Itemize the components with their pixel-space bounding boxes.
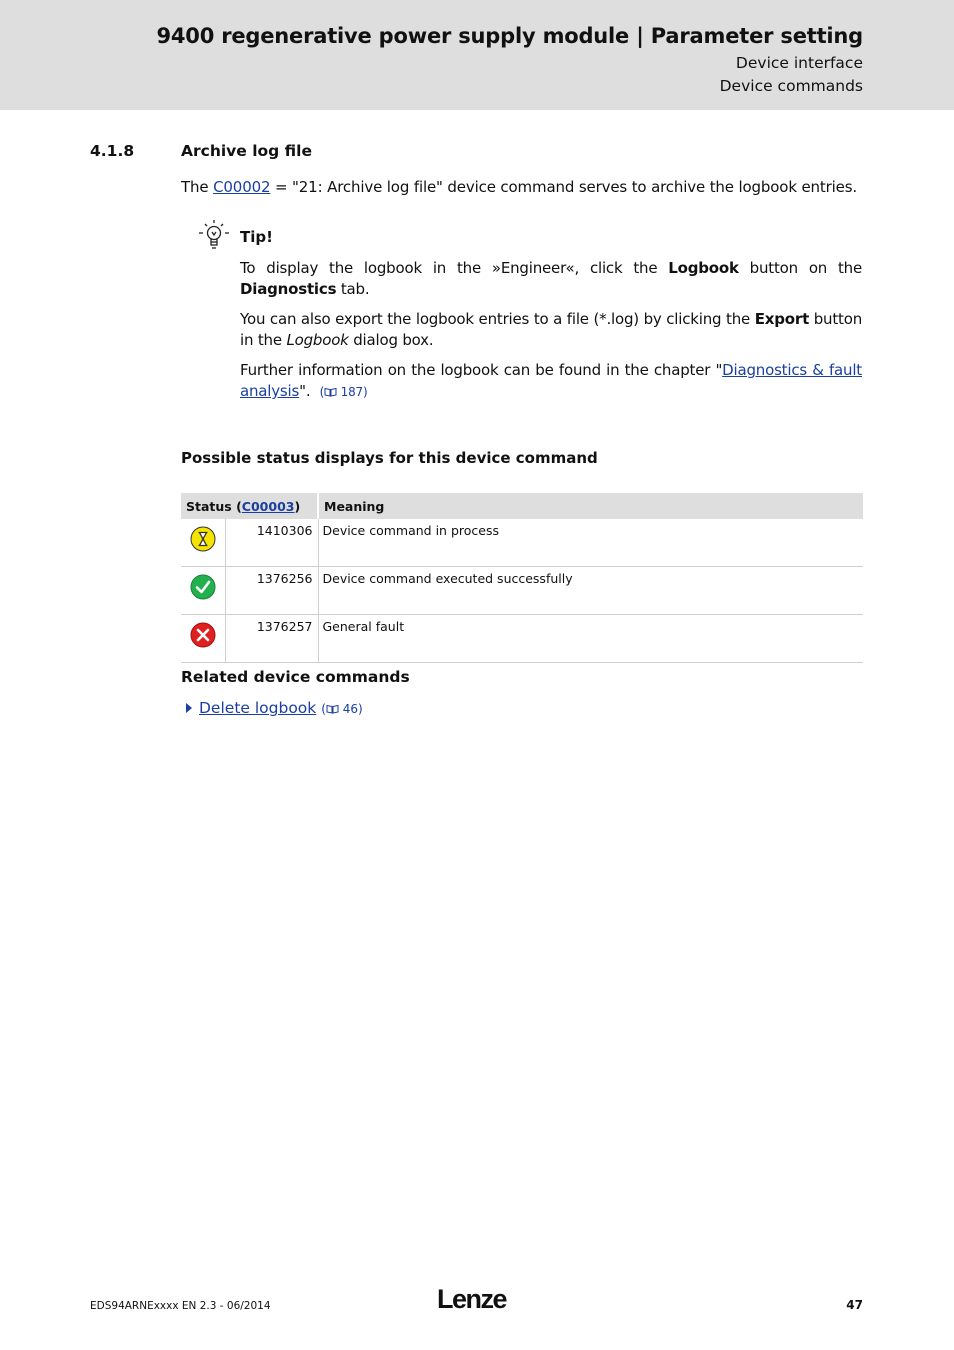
document-id: EDS94ARNExxxx EN 2.3 - 06/2014 (90, 1300, 271, 1312)
header-text: Status ( (186, 498, 242, 514)
status-table (181, 493, 863, 663)
table-row (181, 615, 863, 663)
section-number: 4.1.8 (90, 142, 135, 160)
section-title: Archive log file (181, 142, 312, 160)
check-icon (190, 574, 216, 600)
tip-paragraph-1 (240, 258, 862, 300)
intro-suffix: = "21: Archive log file" device command serves to archive the logbook entries. (270, 178, 858, 196)
tip-text: ". (299, 382, 311, 400)
tip-text: To display the logbook in the »Engineer«, click the (240, 259, 669, 277)
ref-page: 46 (342, 702, 358, 716)
status-column-header (181, 493, 318, 519)
page-title: 9400 regenerative power supply module | Parameter setting (156, 24, 863, 48)
header-text: ) (294, 498, 301, 514)
diagnostics-chapter-link[interactable]: Diagnostics & fault analysis (240, 361, 862, 400)
diagnostics-tab-ref: Diagnostics (240, 280, 337, 298)
ref-paren: ) (362, 385, 368, 399)
page-reference-46[interactable] (321, 702, 362, 716)
tip-paragraph-3 (240, 360, 862, 403)
book-icon (324, 387, 337, 397)
status-icon-cell (181, 615, 226, 663)
tip-text: button in the (240, 310, 862, 349)
status-heading: Possible status displays for this device command (181, 449, 598, 467)
c00003-link[interactable]: C00003 (241, 498, 295, 514)
status-code: 1376257 (226, 615, 318, 663)
status-meaning: Device command executed successfully (318, 567, 863, 615)
status-meaning: General fault (318, 615, 863, 663)
status-meaning: Device command in process (318, 519, 863, 567)
logbook-dialog-ref: Logbook (286, 331, 349, 349)
error-icon (190, 622, 216, 648)
breadcrumb-device-interface: Device interface (735, 54, 863, 72)
status-code: 1376256 (226, 567, 318, 615)
tip-text: button on the (738, 259, 862, 277)
hourglass-icon (190, 526, 216, 552)
status-icon-cell (181, 567, 226, 615)
tip-paragraph-2 (240, 309, 862, 351)
delete-logbook-link[interactable]: Delete logbook (199, 699, 317, 717)
lenze-logo: Lenze (437, 1284, 507, 1314)
status-icon-cell (181, 519, 226, 567)
ref-page: 187 (340, 385, 363, 399)
related-heading: Related device commands (181, 668, 410, 686)
export-button-ref: Export (754, 310, 810, 328)
table-row (181, 567, 863, 615)
book-icon (326, 704, 339, 714)
tip-text: You can also export the logbook entries to a file (*.log) by clicking the (240, 310, 755, 328)
logbook-button-ref: Logbook (668, 259, 739, 277)
status-code: 1410306 (226, 519, 318, 567)
page-number: 47 (846, 1298, 863, 1312)
tip-text: Further information on the logbook can be found in the chapter " (240, 361, 723, 379)
intro-prefix: The (181, 178, 214, 196)
ref-paren: ( (319, 385, 325, 399)
intro-paragraph (181, 178, 871, 196)
tip-text: dialog box. (348, 331, 434, 349)
table-row (181, 519, 863, 567)
related-item-delete-logbook[interactable] (186, 699, 363, 717)
c00002-link[interactable]: C00002 (213, 178, 271, 196)
tip-label: Tip! (240, 228, 273, 246)
page-reference-187[interactable] (320, 385, 368, 399)
meaning-column-header: Meaning (318, 493, 863, 519)
ref-paren: ) (358, 702, 363, 716)
tip-text: tab. (336, 280, 370, 298)
arrow-right-icon (186, 703, 192, 713)
header-band (0, 0, 954, 110)
ref-paren: ( (321, 702, 326, 716)
breadcrumb-device-commands: Device commands (719, 77, 863, 95)
lightbulb-icon (196, 218, 232, 254)
